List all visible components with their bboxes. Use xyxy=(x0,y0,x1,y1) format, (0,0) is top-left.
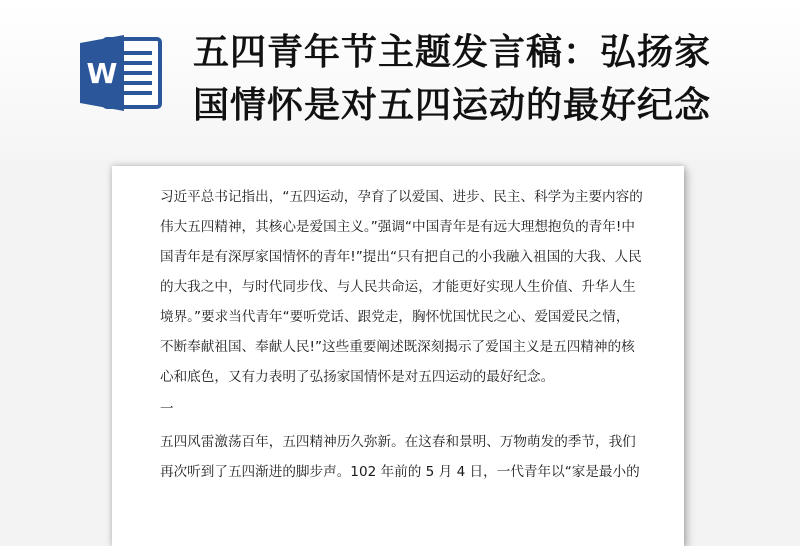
title-line-2: 国情怀是对五四运动的最好纪念 xyxy=(193,85,712,126)
text-line: 伟大五四精神，其核心是爱国主义。”强调“中国青年是有远大理想抱负的青年!中 xyxy=(160,219,635,235)
header-banner xyxy=(0,0,800,160)
document-body xyxy=(160,182,656,487)
text-line: 不断奉献祖国、奉献人民!”这些重要阐述既深刻揭示了爱国主义是五四精神的核 xyxy=(160,339,635,355)
section-marker: 一 xyxy=(160,401,174,417)
word-icon xyxy=(78,33,164,113)
document-page xyxy=(112,166,684,546)
text-line: 的大我之中，与时代同步伐、与人民共命运，才能更好实现人生价值、升华人生 xyxy=(160,279,636,295)
document-title xyxy=(193,26,793,132)
paragraph-1 xyxy=(160,182,656,392)
paragraph-2 xyxy=(160,427,656,487)
text-line: 国青年是有深厚家国情怀的青年!”提出“只有把自己的小我融入祖国的大我、人民 xyxy=(160,249,642,265)
svg-text:W: W xyxy=(86,57,118,90)
text-line: 境界。”要求当代青年“要听党话、跟党走，胸怀忧国忧民之心、爱国爱民之情， xyxy=(160,309,630,325)
text-line: 心和底色，又有力表明了弘扬家国情怀是对五四运动的最好纪念。 xyxy=(160,369,555,385)
text-line: 习近平总书记指出，“五四运动，孕育了以爱国、进步、民主、科学为主要内容的 xyxy=(160,189,643,205)
title-line-1: 五四青年节主题发言稿：弘扬家 xyxy=(193,32,712,73)
text-line: 五四风雷激荡百年，五四精神历久弥新。在这春和景明、万物萌发的季节，我们 xyxy=(160,434,636,450)
text-line: 再次听到了五四渐进的脚步声。102 年前的 5 月 4 日，一代青年以“家是最小的 xyxy=(160,464,640,480)
